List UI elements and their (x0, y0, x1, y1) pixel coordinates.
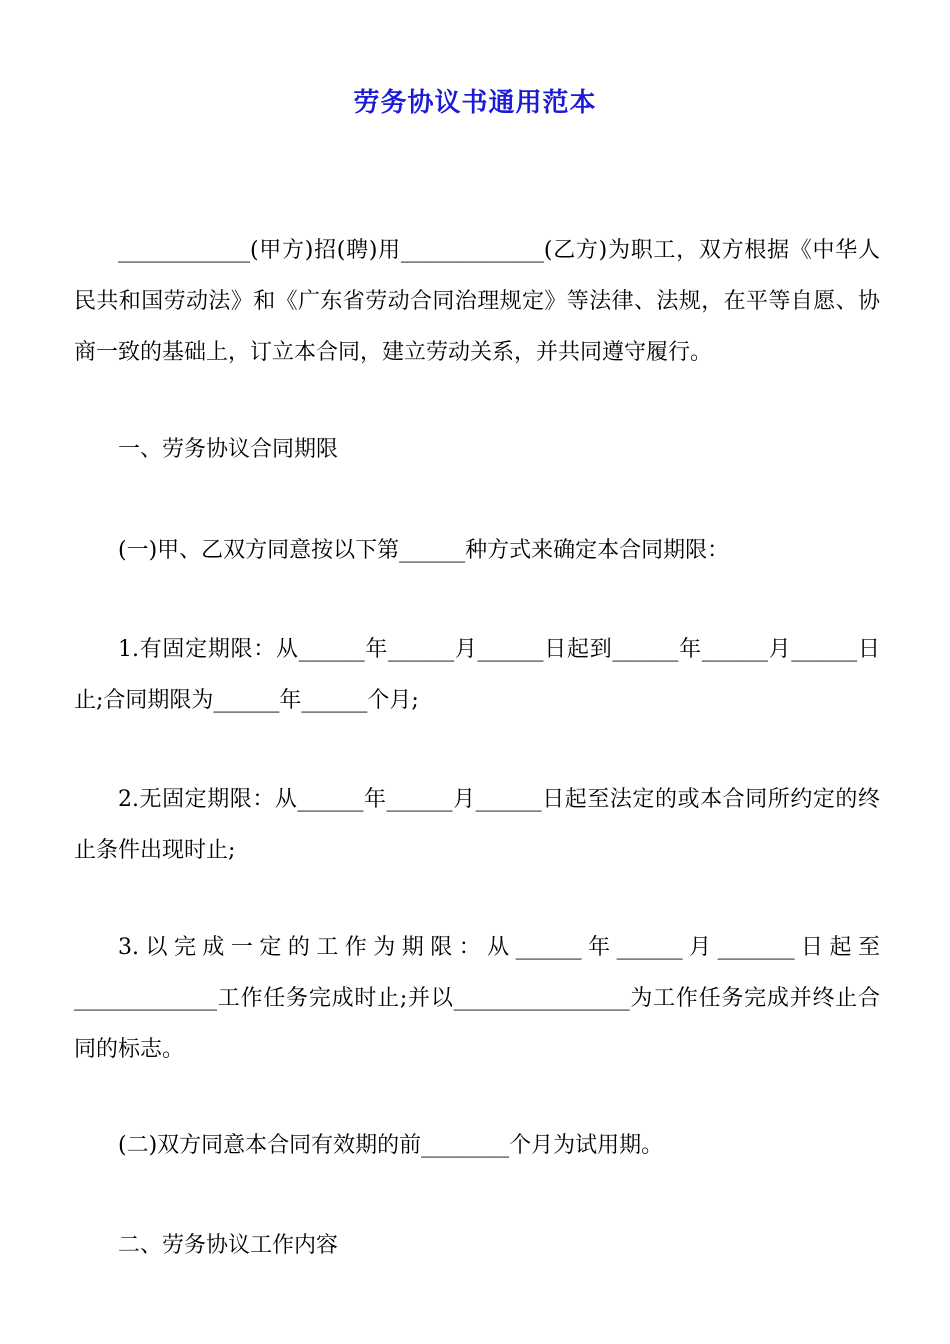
section-heading-work: 二、劳务协议工作内容 (118, 1233, 339, 1258)
item-open-term: 2.无固定期限：从______年______月______日起至法定的或本合同所约定的终止条件出现时止; (74, 787, 880, 863)
intro-paragraph: ____________(甲方)招(聘)用_____________(乙方)为职工，双方根据《中华人民共和国劳动法》和《广东省劳动合同治理规定》等法律、法规，在平等自愿、协商一致的基础上，订立本合同，建立劳动关系，并共同遵守履行。 (74, 238, 880, 365)
clause-probation: (二)双方同意本合同有效期的前________个月为试用期。 (118, 1133, 664, 1158)
item-fixed-term: 1.有固定期限：从______年______月______日起到______年______月______日止;合同期限为______年______个月; (74, 637, 880, 713)
document-title: 劳务协议书通用范本 (353, 88, 597, 118)
section-heading-term: 一、劳务协议合同期限 (118, 437, 339, 462)
item-task-term: 3.以完成一定的工作为期限：从______年______月_______日起至_____________工作任务完成时止;并以________________为工作任务完成并终止合同的标志。 (74, 935, 880, 1062)
clause-term-method: (一)甲、乙双方同意按以下第______种方式来确定本合同期限： (118, 538, 730, 563)
